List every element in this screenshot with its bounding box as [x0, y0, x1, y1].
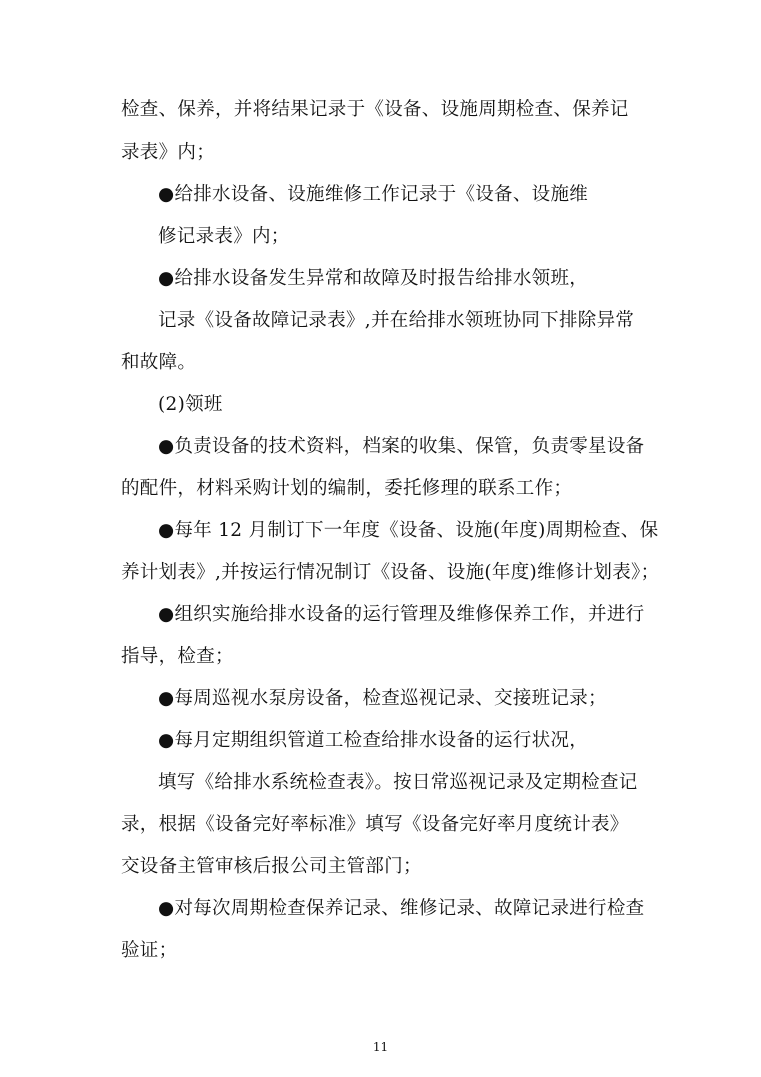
- text-line: 和故障。: [121, 352, 197, 373]
- text-line: 录，根据《设备完好率标准》填写《设备完好率月度统计表》: [121, 814, 629, 835]
- text-line: ●组织实施给排水设备的运行管理及维修保养工作，并进行: [158, 604, 645, 625]
- text-line: 指导，检查；: [121, 646, 234, 667]
- section-heading: (2)领班: [158, 394, 223, 415]
- text-line: ●每周巡视水泵房设备，检查巡视记录、交接班记录；: [158, 688, 607, 709]
- text-line: 的配件，材料采购计划的编制，委托修理的联系工作；: [121, 478, 573, 499]
- text-line: ●每年 12 月制订下一年度《设备、设施(年度)周期检查、保: [158, 520, 659, 541]
- text-line: 检查、保养，并将结果记录于《设备、设施周期检查、保养记: [121, 99, 629, 120]
- text-line: ●对每次周期检查保养记录、维修记录、故障记录进行检查: [158, 898, 645, 919]
- text-line: 填写《给排水系统检查表》。按日常巡视记录及定期检查记: [158, 772, 638, 793]
- text-line: 记录《设备故障记录表》,并在给排水领班协同下排除异常: [158, 310, 635, 331]
- text-line: 录表》内；: [121, 142, 216, 163]
- text-line: ●每月定期组织管道工检查给排水设备的运行状况，: [158, 730, 589, 751]
- text-line: ●给排水设备、设施维修工作记录于《设备、设施维: [158, 184, 589, 205]
- text-line: ●给排水设备发生异常和故障及时报告给排水领班，: [158, 268, 589, 289]
- page-number: 11: [372, 1040, 389, 1054]
- text-line: 验证；: [121, 940, 178, 961]
- text-line: ●负责设备的技术资料，档案的收集、保管，负责零星设备: [158, 436, 645, 457]
- text-line: 养计划表》,并按运行情况制订《设备、设施(年度)维修计划表》；: [121, 562, 660, 583]
- text-line: 交设备主管审核后报公司主管部门；: [121, 856, 422, 877]
- text-line: 修记录表》内；: [158, 226, 290, 247]
